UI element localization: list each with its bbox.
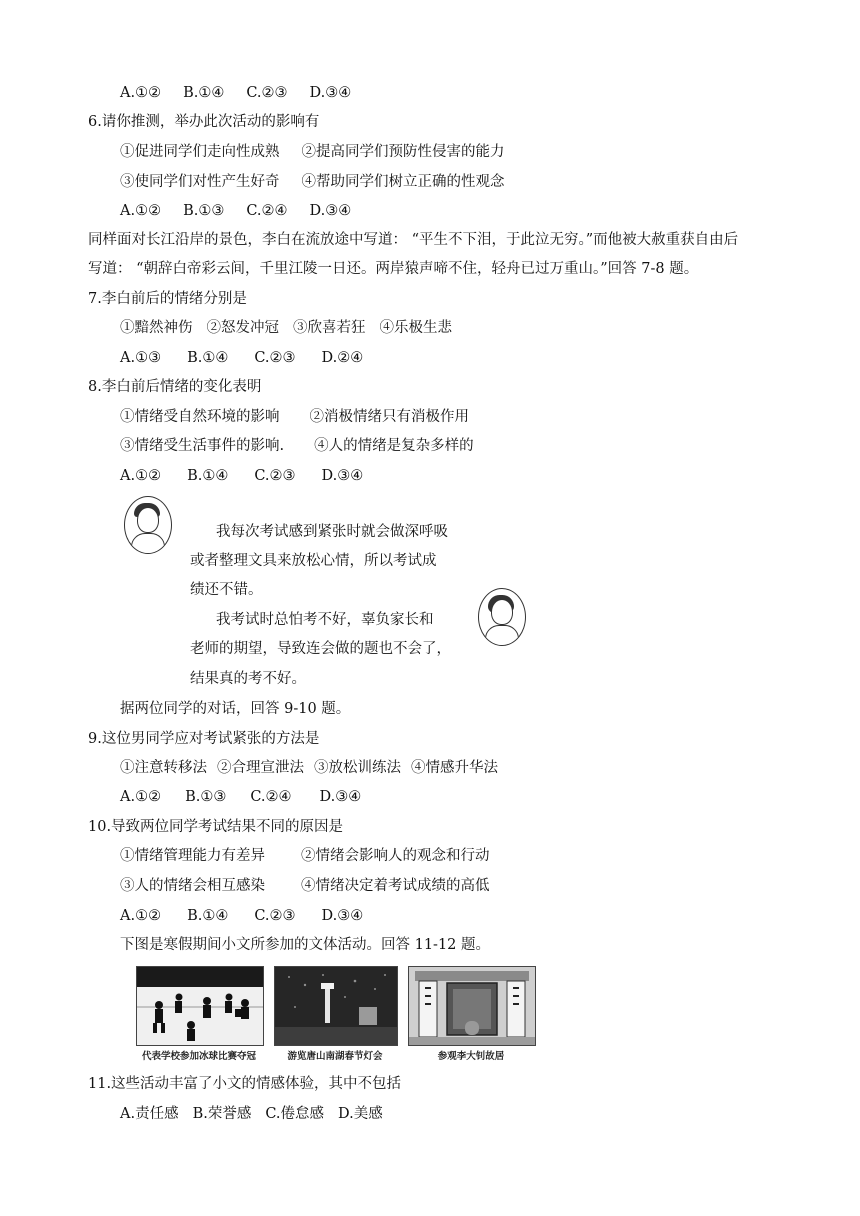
dialogue-prompt: 据两位同学的对话，回答 9-10 题。 xyxy=(120,701,351,717)
option-d: D.②④ xyxy=(321,350,364,366)
q9-item-4: ④情感升华法 xyxy=(411,760,498,776)
q9-item-2: ②合理宣泄法 xyxy=(217,760,304,776)
option-c: C.倦怠感 xyxy=(265,1106,325,1122)
option-a: A.①② xyxy=(120,908,162,924)
photo-li-dazhao-residence xyxy=(408,966,536,1046)
q7-options xyxy=(120,348,363,368)
q9-options xyxy=(120,787,361,807)
ice-hockey-image xyxy=(137,967,263,1045)
option-b: B.①③ xyxy=(183,203,225,219)
q6-items-row1 xyxy=(120,142,505,162)
option-c: C.②③ xyxy=(246,85,288,101)
q10-stem: 10.导致两位同学考试结果不同的原因是 xyxy=(88,819,344,835)
option-a: A.①② xyxy=(120,468,162,484)
option-d: D.③④ xyxy=(309,85,352,101)
option-a: A.①② xyxy=(120,85,162,101)
li-dazhao-residence-image xyxy=(409,967,535,1045)
option-d: D.美感 xyxy=(338,1106,383,1122)
boy-speech-3: 绩还不错。 xyxy=(190,582,263,598)
q7-item-1: ①黯然神伤 xyxy=(120,320,193,336)
q6-options xyxy=(120,201,351,221)
q6-item-4: ④帮助同学们树立正确的性观念 xyxy=(301,174,505,190)
option-b: B.①③ xyxy=(185,789,227,805)
q9-item-3: ③放松训练法 xyxy=(314,760,401,776)
q10-items-row2 xyxy=(120,876,490,896)
girl-speech-3: 结果真的考不好。 xyxy=(190,671,306,687)
option-d: D.③④ xyxy=(309,203,352,219)
intro-11-12: 下图是寒假期间小文所参加的文体活动。回答 11-12 题。 xyxy=(120,937,491,953)
girl-speech-2: 老师的期望，导致连会做的题也不会了， xyxy=(190,641,451,657)
q10-item-4: ④情绪决定着考试成绩的高低 xyxy=(301,878,490,894)
photo-caption-3: 参观李大钊故居 xyxy=(437,1051,505,1062)
photo-ice-hockey xyxy=(136,966,264,1046)
q10-items-row1 xyxy=(120,846,490,866)
boy-avatar xyxy=(124,496,172,554)
q7-stem: 7.李白前后的情绪分别是 xyxy=(88,291,247,307)
option-d: D.③④ xyxy=(319,789,362,805)
q9-stem: 9.这位男同学应对考试紧张的方法是 xyxy=(88,731,320,747)
q7-item-3: ③欣喜若狂 xyxy=(293,320,366,336)
passage-line-2: 写道： “朝辞白帝彩云间，千里江陵一日还。两岸猿声啼不住，轻舟已过万重山。”回答 7-8 题。 xyxy=(88,261,699,277)
girl-avatar xyxy=(478,588,526,646)
option-b: B.①④ xyxy=(187,908,229,924)
option-a: A.①② xyxy=(120,789,162,805)
q7-items xyxy=(120,318,452,338)
q5-options xyxy=(120,83,351,103)
option-d: D.③④ xyxy=(321,908,364,924)
q8-items-row2 xyxy=(120,436,474,456)
q10-item-3: ③人的情绪会相互感染 xyxy=(120,878,265,894)
q6-item-3: ③使同学们对性产生好奇 xyxy=(120,174,280,190)
lantern-festival-image xyxy=(275,967,397,1045)
q7-item-2: ②怒发冲冠 xyxy=(206,320,279,336)
boy-speech-2: 或者整理文具来放松心情，所以考试成 xyxy=(190,553,437,569)
girl-speech-1: 我考试时总怕考不好，辜负家长和 xyxy=(216,612,434,628)
q6-item-2: ②提高同学们预防性侵害的能力 xyxy=(301,144,505,160)
q9-items xyxy=(120,758,498,778)
option-d: D.③④ xyxy=(321,468,364,484)
q10-item-1: ①情绪管理能力有差异 xyxy=(120,848,265,864)
option-b: B.①④ xyxy=(183,85,225,101)
q11-stem: 11.这些活动丰富了小文的情感体验，其中不包括 xyxy=(88,1076,402,1092)
photo-caption-2: 游览唐山南湖春节灯会 xyxy=(287,1051,383,1062)
q8-item-3: ③情绪受生活事件的影响. xyxy=(120,438,285,454)
boy-speech-1: 我每次考试感到紧张时就会做深呼吸 xyxy=(216,524,448,540)
q8-options xyxy=(120,466,363,486)
option-b: B.①④ xyxy=(187,468,229,484)
option-c: C.②③ xyxy=(254,350,296,366)
option-a: A.①② xyxy=(120,203,162,219)
option-a: A.①③ xyxy=(120,350,162,366)
q6-stem: 6.请你推测，举办此次活动的影响有 xyxy=(88,114,320,130)
option-a: A.责任感 xyxy=(120,1106,179,1122)
option-b: B.①④ xyxy=(187,350,229,366)
q6-items-row2 xyxy=(120,172,505,192)
q8-items-row1 xyxy=(120,407,469,427)
option-b: B.荣誉感 xyxy=(192,1106,252,1122)
q7-item-4: ④乐极生悲 xyxy=(379,320,452,336)
photo-caption-1: 代表学校参加冰球比赛夺冠 xyxy=(141,1051,256,1062)
option-c: C.②④ xyxy=(250,789,292,805)
q10-options xyxy=(120,906,363,926)
q11-options xyxy=(120,1104,383,1124)
q8-item-4: ④人的情绪是复杂多样的 xyxy=(314,438,474,454)
option-c: C.②④ xyxy=(246,203,288,219)
option-c: C.②③ xyxy=(254,468,296,484)
option-c: C.②③ xyxy=(254,908,296,924)
q10-item-2: ②情绪会影响人的观念和行动 xyxy=(301,848,490,864)
q8-stem: 8.李白前后情绪的变化表明 xyxy=(88,379,262,395)
q8-item-1: ①情绪受自然环境的影响 xyxy=(120,409,280,425)
q9-item-1: ①注意转移法 xyxy=(120,760,207,776)
q8-item-2: ②消极情绪只有消极作用 xyxy=(309,409,469,425)
passage-line-1: 同样面对长江沿岸的景色，李白在流放途中写道： “平生不下泪，于此泣无穷。”而他被大赦重获自由后 xyxy=(88,232,739,248)
photo-lantern-festival xyxy=(274,966,398,1046)
q6-item-1: ①促进同学们走向性成熟 xyxy=(120,144,280,160)
